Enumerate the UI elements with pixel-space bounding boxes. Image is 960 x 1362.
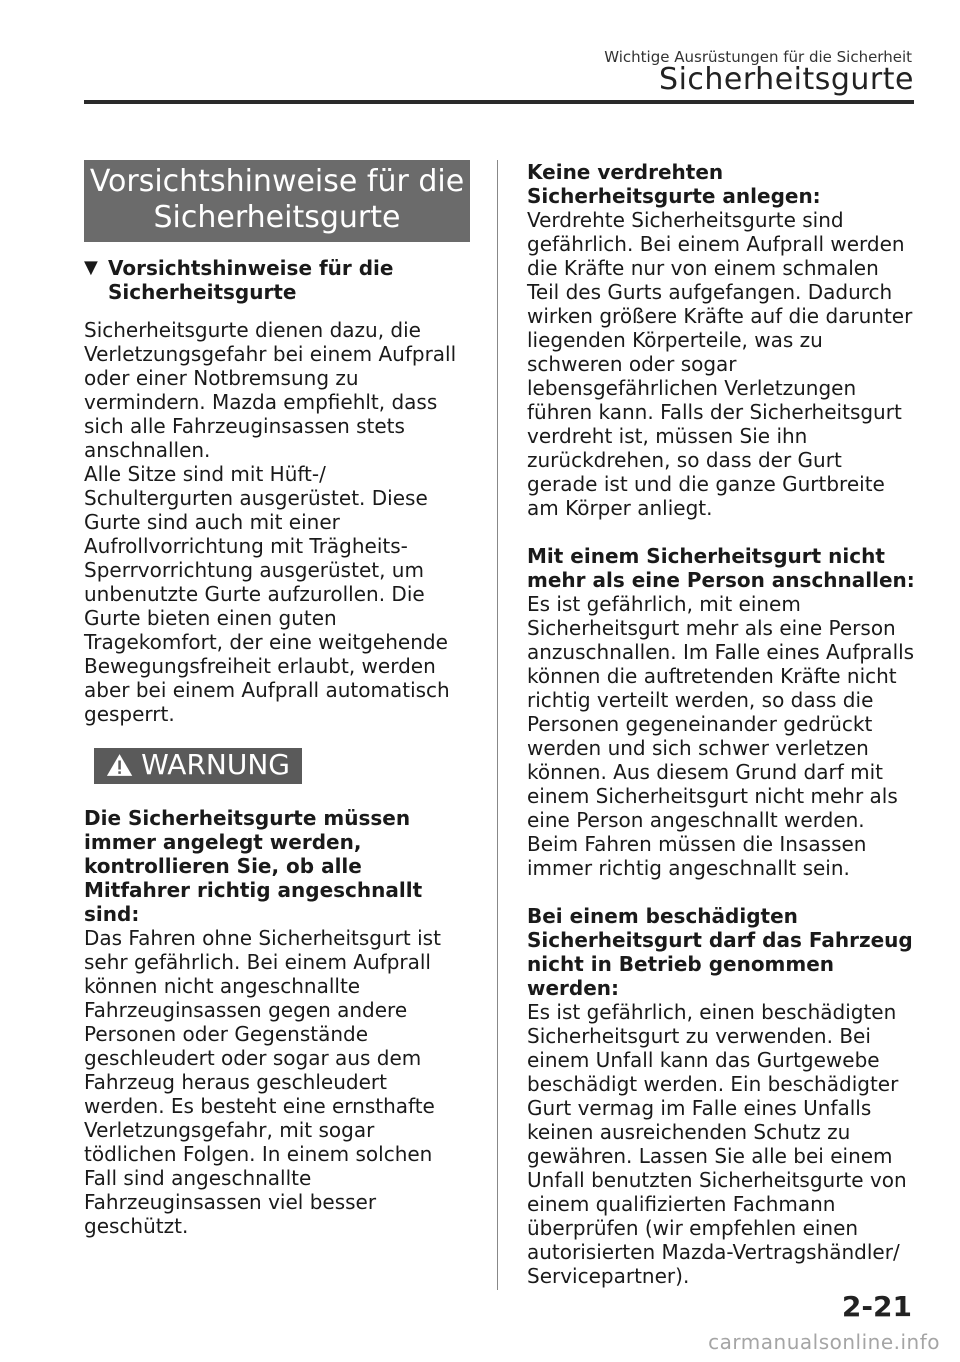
heading-one-person: Mit einem Sicherheitsgurt nicht mehr als eine Person anschnallen: <box>527 544 915 592</box>
warning-label <box>94 748 302 784</box>
intro-paragraph-2: Alle Sitze sind mit Hüft-/ Schultergurten ausgerüstet. Diese Gurte sind auch mit einer Aufrollvorrichtung mit Trägheits-Sperrvorrichtung ausgerüstet, um unbenutzte Gurte aufzurollen. Die Gurte bieten einen guten Tragekomfort, der eine weitgehende Bewegungsfreiheit erlaubt, werden aber bei einem Aufprall automatisch gesperrt. <box>84 462 450 726</box>
triangle-down-icon: ▼ <box>84 257 98 278</box>
heading-twisted-belts: Keine verdrehten Sicherheitsgurte anlegen: <box>527 160 821 208</box>
subheading-line-2: Sicherheitsgurte <box>108 280 297 304</box>
left-column <box>84 160 470 1238</box>
section-title-line-2: Sicherheitsgurte <box>153 200 401 235</box>
warning-text: WARNUNG <box>141 748 290 781</box>
page-title: Sicherheitsgurte <box>659 62 914 97</box>
intro-paragraph-1: Sicherheitsgurte dienen dazu, die Verletzungsgefahr bei einem Aufprall oder einer Notbremsung zu vermindern. Mazda empfiehlt, dass sich alle Fahrzeuginsassen stets anschnallen. <box>84 318 457 462</box>
section-title-box <box>84 160 470 242</box>
warning-heading: Die Sicherheitsgurte müssen immer angelegt werden, kontrollieren Sie, ob alle Mitfahrer richtig angeschnallt sind: <box>84 806 423 926</box>
subheading-line-1: Vorsichtshinweise für die <box>108 256 394 280</box>
header-rule <box>84 100 914 104</box>
chapter-title: Wichtige Ausrüstungen für die Sicherheit <box>604 48 912 66</box>
subheading <box>84 256 470 304</box>
warning-label-wrap <box>84 726 470 784</box>
section-title-line-1: Vorsichtshinweise für die <box>89 164 465 199</box>
body-damaged-belt: Es ist gefährlich, einen beschädigten Sicherheitsgurt zu verwenden. Bei einem Unfall kann das Gurtgewebe beschädigt werden. Ein beschädigter Gurt vermag im Falle eines Unfalls keinen ausreichenden Schutz zu gewähren. Lassen Sie alle bei einem Unfall benutzten Sicherheitsgurte von einem qualifizierten Fachmann überprüfen (wir empfehlen einen autorisierten Mazda-Vertragshändler/ Servicepartner). <box>527 1000 907 1288</box>
watermark: carmanualsonline.info <box>708 1330 940 1354</box>
body-twisted-belts: Verdrehte Sicherheitsgurte sind gefährlich. Bei einem Aufprall werden die Kräfte nur von einem schmalen Teil des Gurts aufgefangen. Dadurch wirken größere Kräfte auf die darunter liegenden Körperteile, was zu schweren oder sogar lebensgefährlichen Verletzungen führen kann. Falls der Sicherheitsgurt verdreht ist, müssen Sie ihn zurückdrehen, so dass der Gurt gerade ist und die ganze Gurtbreite am Körper anliegt. <box>527 208 913 520</box>
heading-damaged-belt: Bei einem beschädigten Sicherheitsgurt darf das Fahrzeug nicht in Betrieb genommen werden: <box>527 904 913 1000</box>
column-divider <box>497 160 498 1290</box>
warning-icon <box>106 752 133 778</box>
page-number: 2-21 <box>841 1290 912 1323</box>
warning-body: Das Fahren ohne Sicherheitsgurt ist sehr gefährlich. Bei einem Aufprall können nicht angeschnallte Fahrzeuginsassen gegen andere Personen oder Gegenstände geschleudert oder sogar aus dem Fahrzeug heraus geschleudert werden. Es besteht eine ernsthafte Verletzungsgefahr, mit sogar tödlichen Folgen. In einem solchen Fall sind angeschnallte Fahrzeuginsassen viel besser geschützt. <box>84 926 441 1238</box>
right-column <box>527 160 917 1288</box>
body-one-person: Es ist gefährlich, mit einem Sicherheitsgurt mehr als eine Person anzuschnallen. Im Falle eines Aufpralls können die auftretenden Kräfte nicht richtig verteilt werden, so dass die Personen gegeneinander gedrückt werden und sich schwer verletzen können. Aus diesem Grund darf mit einem Sicherheitsgurt nicht mehr als eine Person angeschnallt werden. Beim Fahren müssen die Insassen immer richtig angeschnallt sein. <box>527 592 915 880</box>
